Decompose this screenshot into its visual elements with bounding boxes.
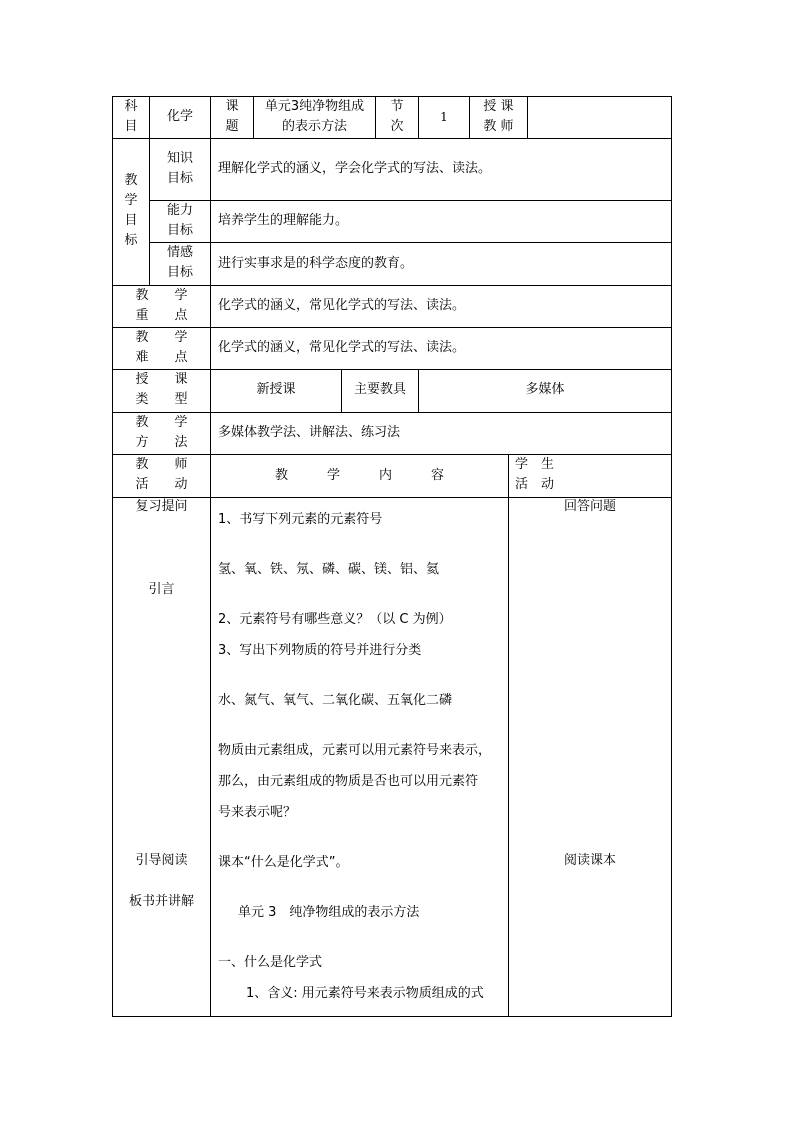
content-header: 教 学 内 容 bbox=[274, 468, 444, 483]
teaching-tools: 多媒体 bbox=[525, 382, 565, 397]
topic-label: 课 题 bbox=[225, 99, 239, 134]
knowledge-goal-label: 知识 目标 bbox=[166, 151, 193, 186]
knowledge-goal: 理解化学式的涵义，学会化学式的写法、读法。 bbox=[218, 161, 492, 176]
teacher-activity-reading: 引导阅读 bbox=[135, 853, 188, 868]
section-label: 节 次 bbox=[390, 99, 404, 134]
section-value: 1 bbox=[440, 110, 448, 124]
teaching-tools-label: 主要教具 bbox=[353, 382, 406, 397]
student-activity-header: 学 生 活 动 bbox=[515, 457, 555, 492]
difficulties: 化学式的涵义，常见化学式的写法、读法。 bbox=[218, 340, 466, 355]
content-line: 氢、氧、铁、氖、磷、碳、镁、铝、氦 bbox=[218, 562, 440, 577]
ability-goal-label: 能力 目标 bbox=[166, 203, 193, 238]
teacher-activity-review: 复习提问 bbox=[135, 499, 188, 514]
methods: 多媒体教学法、讲解法、练习法 bbox=[218, 425, 401, 440]
content-line: 课本“什么是化学式”。 bbox=[218, 855, 349, 870]
student-activity-answer: 回答问题 bbox=[563, 499, 616, 514]
student-activity-read: 阅读课本 bbox=[563, 853, 616, 868]
content-line: 1、含义: 用元素符号来表示物质组成的式 bbox=[246, 986, 484, 1001]
content-line: 1、书写下列元素的元素符号 bbox=[218, 512, 383, 527]
emotion-goal: 进行实事求是的科学态度的教育。 bbox=[218, 256, 414, 271]
content-line: 水、氮气、氧气、二氧化碳、五氧化二磷 bbox=[218, 693, 453, 708]
teacher-label: 授 课 教 师 bbox=[483, 99, 514, 134]
teacher-activity-header: 教 师 活 动 bbox=[135, 457, 188, 492]
teacher-activity-explain: 板书并讲解 bbox=[128, 894, 194, 909]
subject-value: 化学 bbox=[166, 109, 193, 124]
emotion-goal-label: 情感 目标 bbox=[166, 245, 193, 280]
key-points: 化学式的涵义，常见化学式的写法、读法。 bbox=[218, 298, 466, 313]
content-line: 物质由元素组成，元素可以用元素符号来表示， bbox=[218, 743, 492, 758]
difficulties-label: 教 学 难 点 bbox=[135, 330, 188, 365]
lesson-type: 新授课 bbox=[256, 382, 296, 397]
content-line: 单元 3 纯净物组成的表示方法 bbox=[238, 905, 420, 920]
methods-label: 教 学 方 法 bbox=[135, 415, 188, 450]
ability-goal: 培养学生的理解能力。 bbox=[218, 213, 349, 228]
content-line: 号来表示呢？ bbox=[218, 805, 297, 820]
content-line: 2、元素符号有哪些意义？（以 C 为例） bbox=[218, 612, 452, 627]
teacher-activity-intro: 引言 bbox=[148, 582, 175, 597]
content-line: 3、写出下列物质的符号并进行分类 bbox=[218, 643, 422, 658]
topic-value: 单元3纯净物组成 的表示方法 bbox=[264, 99, 365, 134]
subject-label: 科 目 bbox=[124, 99, 138, 134]
key-points-label: 教 学 重 点 bbox=[135, 288, 188, 323]
content-line: 那么，由元素组成的物质是否也可以用元素符 bbox=[218, 774, 479, 789]
goals-label: 教 学 目 标 bbox=[124, 173, 138, 248]
content-line: 一、什么是化学式 bbox=[218, 955, 323, 970]
lesson-type-label: 授 课 类 型 bbox=[135, 372, 188, 407]
